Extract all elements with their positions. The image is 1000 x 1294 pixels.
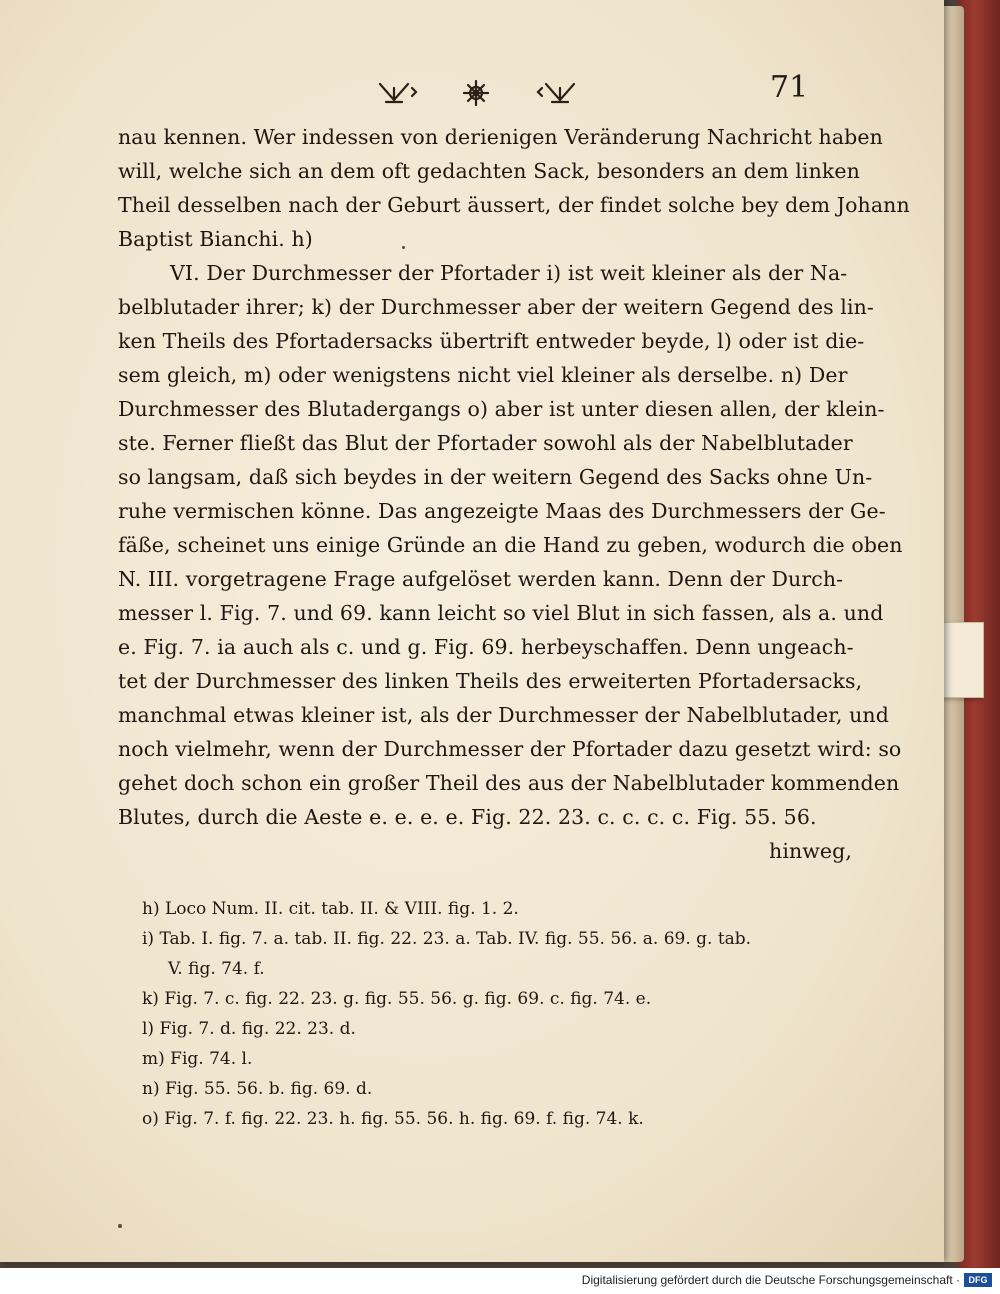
body-text [118, 120, 910, 868]
footnote: i) Tab. I. fig. 7. a. tab. II. fig. 22. 23. a. Tab. IV. fig. 55. 56. a. 69. g. tab. [142, 929, 752, 949]
footer-credit: Digitalisierung gefördert durch die Deutsche Forschungsgemeinschaft · [581, 1273, 960, 1287]
text-line: e. Fig. 7. ia auch als c. und g. Fig. 69. herbeyschaffen. Denn ungeach- [118, 635, 854, 659]
digitization-footer [0, 1268, 1000, 1294]
text-line: Blutes, durch die Aeste e. e. e. e. Fig. 22. 23. c. c. c. c. Fig. 55. 56. [118, 805, 817, 829]
text-line: messer l. Fig. 7. und 69. kann leicht so viel Blut in sich fassen, als a. und [118, 601, 884, 625]
footnote: k) Fig. 7. c. fig. 22. 23. g. fig. 55. 56. g. fig. 69. c. fig. 74. e. [142, 989, 652, 1009]
text-line: Theil desselben nach der Geburt äussert, der findet solche bey dem Johann [118, 193, 910, 217]
text-line: will, welche sich an dem oft gedachten Sack, besonders an dem linken [118, 159, 860, 183]
text-line: nau kennen. Wer indessen von derienigen Veränderung Nachricht haben [118, 125, 883, 149]
text-line: ken Theils des Pfortadersacks übertrift entweder beyde, l) oder ist die- [118, 329, 865, 353]
text-line: manchmal etwas kleiner ist, als der Durchmesser der Nabelblutader, und [118, 703, 889, 727]
text-line: fäße, scheinet uns einige Gründe an die Hand zu geben, wodurch die oben [118, 533, 903, 557]
footnote: o) Fig. 7. f. fig. 22. 23. h. fig. 55. 56. h. fig. 69. f. fig. 74. k. [142, 1109, 644, 1129]
ornament-icon [372, 76, 582, 110]
text-line: sem gleich, m) oder wenigstens nicht viel kleiner als derselbe. n) Der [118, 363, 848, 387]
footnote: n) Fig. 55. 56. b. fig. 69. d. [142, 1079, 373, 1099]
footnote: m) Fig. 74. l. [142, 1049, 253, 1069]
text-line: ruhe vermischen könne. Das angezeigte Maas des Durchmessers der Ge- [118, 499, 886, 523]
paper-speck [402, 246, 405, 249]
text-line: so langsam, daß sich beydes in der weitern Gegend des Sacks ohne Un- [118, 465, 873, 489]
text-line: gehet doch schon ein großer Theil des aus der Nabelblutader kommenden [118, 771, 900, 795]
footnote-continuation: V. fig. 74. f. [168, 959, 265, 979]
page-number: 71 [770, 70, 809, 105]
text-line: belblutader ihrer; k) der Durchmesser aber der weitern Gegend des lin- [118, 295, 874, 319]
footnote: l) Fig. 7. d. fig. 22. 23. d. [142, 1019, 356, 1039]
footnotes [142, 894, 882, 1134]
text-line: ste. Ferner fließt das Blut der Pfortader sowohl als der Nabelblutader [118, 431, 853, 455]
paper-speck [118, 1224, 122, 1228]
text-line: Baptist Bianchi. h) [118, 227, 313, 251]
catchword: hinweg, [769, 839, 852, 863]
footnote: h) Loco Num. II. cit. tab. II. & VIII. fig. 1. 2. [142, 899, 519, 919]
paragraph-start-line: VI. Der Durchmesser der Pfortader i) ist weit kleiner als der Na- [170, 261, 848, 285]
dfg-logo: DFG [964, 1273, 992, 1287]
text-line: tet der Durchmesser des linken Theils des erweiterten Pfortadersacks, [118, 669, 863, 693]
text-line: Durchmesser des Blutadergangs o) aber ist unter diesen allen, der klein- [118, 397, 885, 421]
text-line: noch vielmehr, wenn der Durchmesser der Pfortader dazu gesetzt wird: so [118, 737, 902, 761]
text-line: N. III. vorgetragene Frage aufgelöset werden kann. Denn der Durch- [118, 567, 844, 591]
